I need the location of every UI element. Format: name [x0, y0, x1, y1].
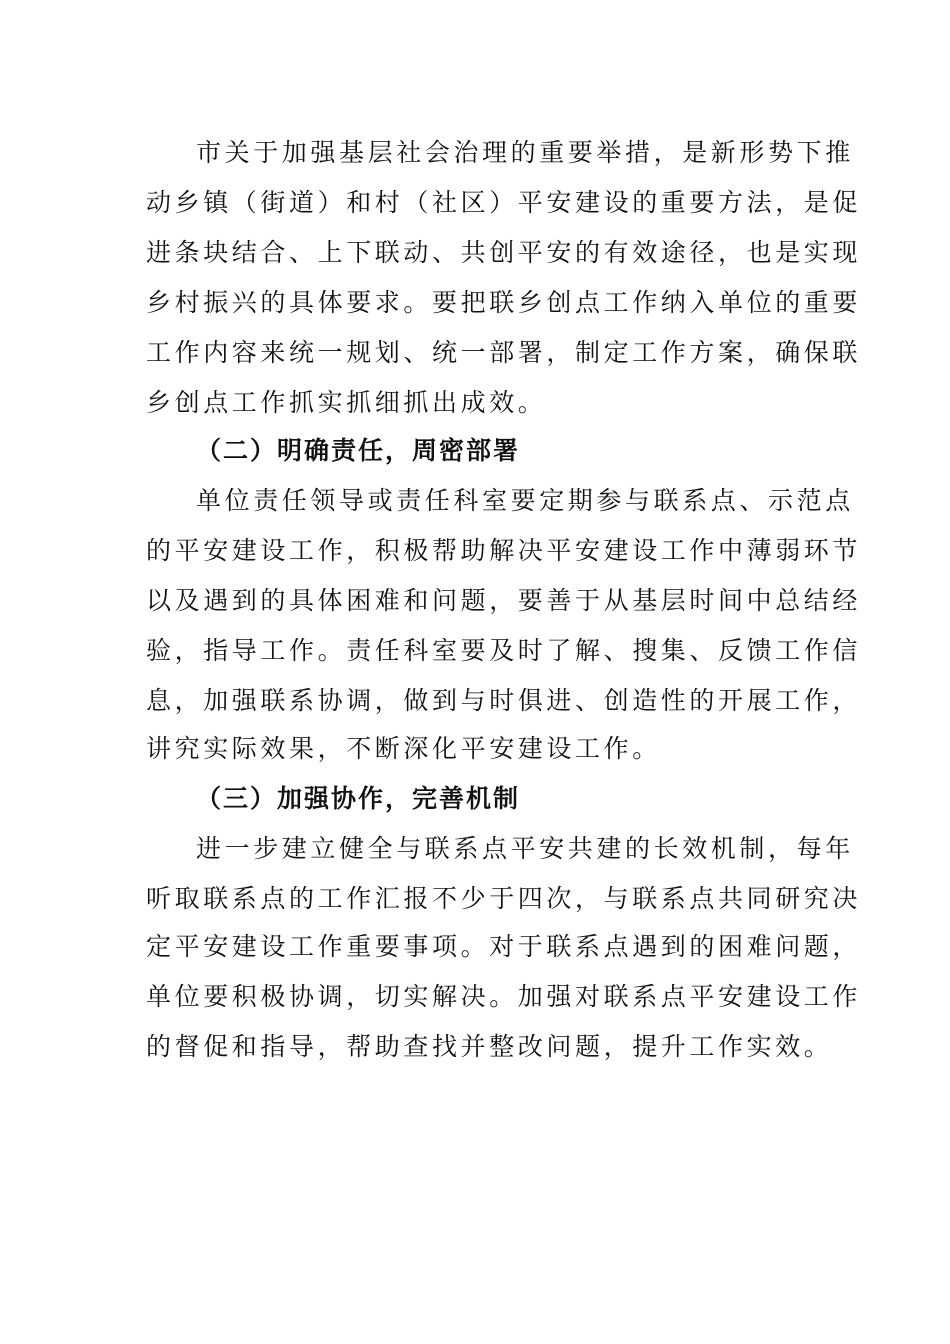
para1-line-3: 进条块结合、上下联动、共创平安的有效途径，也是实现: [146, 238, 862, 267]
para1-line-1: 市关于加强基层社会治理的重要举措，是新形势下推: [196, 138, 854, 167]
para2-line-1: 单位责任领导或责任科室要定期参与联系点、示范点: [196, 486, 854, 515]
section-heading-2: （二）明确责任，周密部署: [196, 436, 521, 465]
para3-line-2: 听取联系点的工作汇报不少于四次，与联系点共同研究决: [146, 884, 862, 913]
para3-line-3: 定平安建设工作重要事项。对于联系点遇到的困难问题，: [146, 932, 862, 961]
para2-line-3: 以及遇到的具体困难和问题，要善于从基层时间中总结经: [146, 586, 862, 615]
para2-line-2: 的平安建设工作，积极帮助解决平安建设工作中薄弱环节: [146, 536, 862, 565]
para1-line-2: 动乡镇（街道）和村（社区）平安建设的重要方法，是促: [146, 188, 862, 217]
para2-line-6: 讲究实际效果，不断深化平安建设工作。: [146, 734, 661, 763]
para3-line-1: 进一步建立健全与联系点平安共建的长效机制，每年: [196, 834, 854, 863]
para1-line-5: 工作内容来统一规划、统一部署，制定工作方案，确保联: [146, 338, 862, 367]
para3-line-4: 单位要积极协调，切实解决。加强对联系点平安建设工作: [146, 982, 862, 1011]
para3-line-5: 的督促和指导，帮助查找并整改问题，提升工作实效。: [146, 1032, 833, 1061]
section-heading-3: （三）加强协作，完善机制: [196, 784, 521, 813]
para2-line-4: 验，指导工作。责任科室要及时了解、搜集、反馈工作信: [146, 636, 862, 665]
para1-line-4: 乡村振兴的具体要求。要把联乡创点工作纳入单位的重要: [146, 288, 862, 317]
para2-line-5: 息，加强联系协调，做到与时俱进、创造性的开展工作，: [146, 686, 862, 715]
para1-line-6: 乡创点工作抓实抓细抓出成效。: [146, 388, 547, 417]
